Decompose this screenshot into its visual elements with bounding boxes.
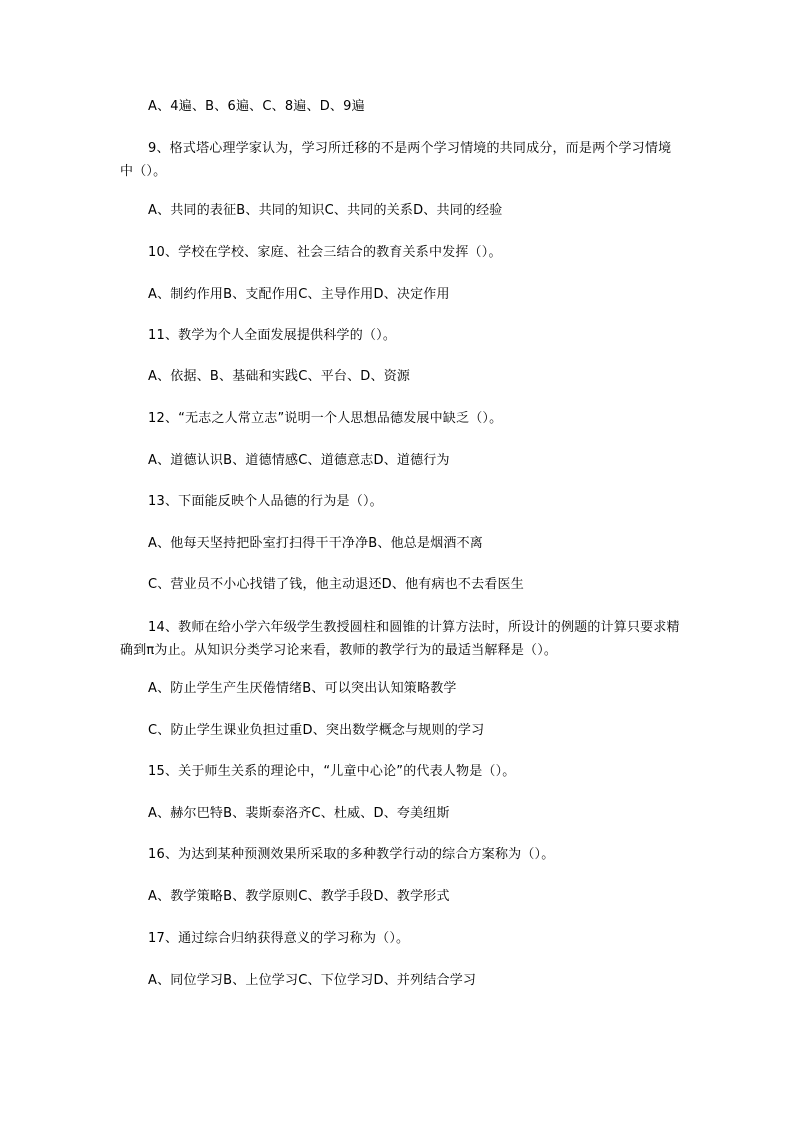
option-line-q8: A、4遍、B、6遍、C、8遍、D、9遍 [148, 99, 365, 114]
option-line-q17: A、同位学习B、上位学习C、下位学习D、并列结合学习 [148, 973, 477, 988]
question-14: 14、教师在给小学六年级学生教授圆柱和圆锥的计算方法时，所设计的例题的计算只要求精确到π为止。从知识分类学习论来看，教师的教学行为的最适当解释是（）。 [120, 620, 680, 658]
option-line-q9: A、共同的表征B、共同的知识C、共同的关系D、共同的经验 [148, 203, 503, 218]
question-9: 9、格式塔心理学家认为，学习所迁移的不是两个学习情境的共同成分，而是两个学习情境中（）。 [120, 141, 672, 179]
option-line-q13-cd: C、营业员不小心找错了钱，他主动退还D、他有病也不去看医生 [148, 577, 524, 592]
option-line-q14-ab: A、防止学生产生厌倦情绪B、可以突出认知策略教学 [148, 681, 457, 696]
question-16: 16、为达到某种预测效果所采取的多种教学行动的综合方案称为（）。 [148, 847, 555, 862]
question-17: 17、通过综合归纳获得意义的学习称为（）。 [148, 931, 410, 946]
question-12: 12、“无志之人常立志”说明一个人思想品德发展中缺乏（）。 [148, 411, 503, 426]
option-line-q11: A、依据、B、基础和实践C、平台、D、资源 [148, 369, 411, 384]
option-line-q14-cd: C、防止学生课业负担过重D、突出数学概念与规则的学习 [148, 723, 485, 738]
option-line-q16: A、教学策略B、教学原则C、教学手段D、教学形式 [148, 889, 450, 904]
question-13: 13、下面能反映个人品德的行为是（）。 [148, 494, 383, 509]
option-line-q10: A、制约作用B、支配作用C、主导作用D、决定作用 [148, 287, 450, 302]
question-11: 11、教学为个人全面发展提供科学的（）。 [148, 328, 397, 343]
option-line-q15: A、赫尔巴特B、裴斯泰洛齐C、杜威、D、夸美纽斯 [148, 806, 450, 821]
option-line-q12: A、道德认识B、道德情感C、道德意志D、道德行为 [148, 453, 450, 468]
question-15: 15、关于师生关系的理论中，“儿童中心论”的代表人物是（）。 [148, 764, 516, 779]
option-line-q13-ab: A、他每天坚持把卧室打扫得干干净净B、他总是烟酒不离 [148, 536, 484, 551]
question-10: 10、学校在学校、家庭、社会三结合的教育关系中发挥（）。 [148, 245, 502, 260]
